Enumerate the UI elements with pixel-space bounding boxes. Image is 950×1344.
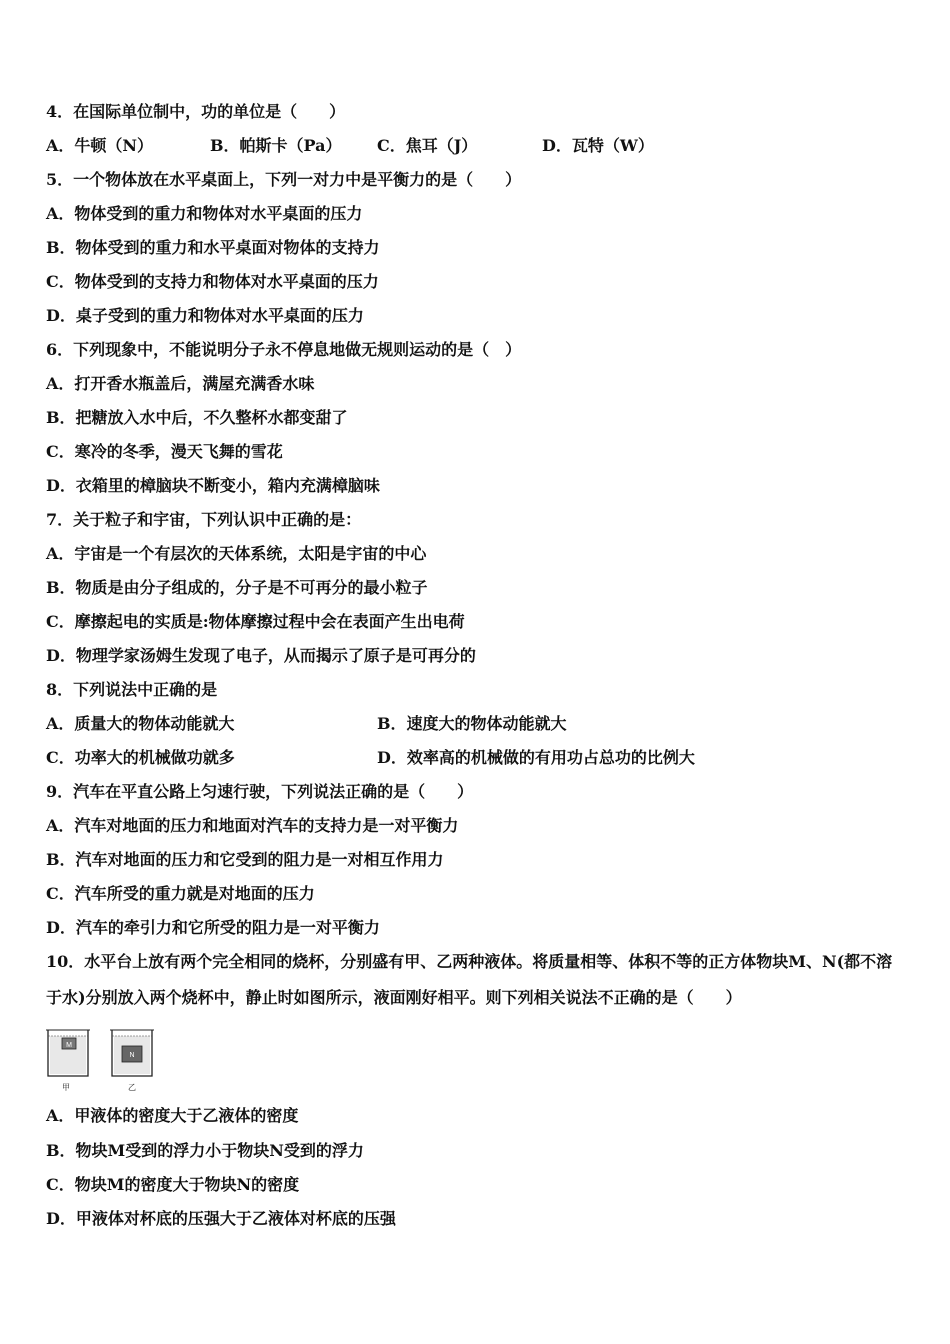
question-5-option-a: A．物体受到的重力和物体对水平桌面的压力 (46, 204, 363, 223)
question-10-option-d: D．甲液体对杯底的压强大于乙液体对杯底的压强 (46, 1209, 396, 1228)
question-8-option-a: A．质量大的物体动能就大 (46, 714, 235, 733)
question-6-option-d: D．衣箱里的樟脑块不断变小，箱内充满樟脑味 (46, 476, 380, 495)
question-4-option-c: C．焦耳（J） (377, 136, 478, 155)
question-10-option-c: C．物块M的密度大于物块N的密度 (46, 1175, 300, 1194)
question-8-stem: 8．下列说法中正确的是 (46, 680, 218, 699)
question-4-option-b: B．帕斯卡（Pa） (210, 136, 342, 155)
question-8-option-d: D．效率高的机械做的有用功占总功的比例大 (377, 748, 695, 767)
beaker-figure (44, 1026, 164, 1092)
question-10-stem-line-2: 于水)分别放入两个烧杯中，静止时如图所示，液面刚好相平。则下列相关说法不正确的是（ ） (46, 988, 742, 1007)
question-5-stem: 5．一个物体放在水平桌面上，下列一对力中是平衡力的是（ ） (46, 170, 522, 189)
question-7-stem: 7．关于粒子和宇宙，下列认识中正确的是： (46, 510, 362, 529)
question-5-option-b: B．物体受到的重力和水平桌面对物体的支持力 (46, 238, 380, 257)
question-6-option-a: A．打开香水瓶盖后，满屋充满香水味 (46, 374, 315, 393)
question-5-option-c: C．物体受到的支持力和物体对水平桌面的压力 (46, 272, 379, 291)
question-4-option-d: D．瓦特（W） (542, 136, 654, 155)
question-10-option-b: B．物块M受到的浮力小于物块N受到的浮力 (46, 1141, 364, 1160)
question-7-option-a: A．宇宙是一个有层次的天体系统，太阳是宇宙的中心 (46, 544, 427, 563)
question-7-option-d: D．物理学家汤姆生发现了电子，从而揭示了原子是可再分的 (46, 646, 476, 665)
question-7-option-b: B．物质是由分子组成的，分子是不可再分的最小粒子 (46, 578, 428, 597)
question-9-option-d: D．汽车的牵引力和它所受的阻力是一对平衡力 (46, 918, 380, 937)
beaker-right-label: 乙 (128, 1083, 136, 1092)
question-9-option-b: B．汽车对地面的压力和它受到的阻力是一对相互作用力 (46, 850, 444, 869)
block-n-label: N (129, 1052, 135, 1059)
question-9-option-a: A．汽车对地面的压力和地面对汽车的支持力是一对平衡力 (46, 816, 459, 835)
question-4-option-a: A．牛顿（N） (46, 136, 154, 155)
question-9-stem: 9．汽车在平直公路上匀速行驶，下列说法正确的是（ ） (46, 782, 474, 801)
beaker-right (110, 1030, 154, 1092)
question-6-option-b: B．把糖放入水中后，不久整杯水都变甜了 (46, 408, 348, 427)
question-7-option-c: C．摩擦起电的实质是:物体摩擦过程中会在表面产生出电荷 (46, 612, 465, 631)
block-m-label: M (66, 1042, 72, 1049)
question-6-option-c: C．寒冷的冬季，漫天飞舞的雪花 (46, 442, 283, 461)
question-8-option-b: B．速度大的物体动能就大 (377, 714, 567, 733)
question-5-option-d: D．桌子受到的重力和物体对水平桌面的压力 (46, 306, 364, 325)
beaker-left-label: 甲 (62, 1083, 70, 1092)
question-10-stem-line-1: 10．水平台上放有两个完全相同的烧杯，分别盛有甲、乙两种液体。将质量相等、体积不等的正方体物块M、N(都不溶 (46, 952, 893, 971)
question-9-option-c: C．汽车所受的重力就是对地面的压力 (46, 884, 315, 903)
beaker-left (46, 1030, 90, 1092)
question-4-stem: 4．在国际单位制中，功的单位是（ ） (46, 102, 346, 121)
question-8-option-c: C．功率大的机械做功就多 (46, 748, 235, 767)
question-10-option-a: A．甲液体的密度大于乙液体的密度 (46, 1106, 299, 1125)
question-6-stem: 6．下列现象中，不能说明分子永不停息地做无规则运动的是（ ） (46, 340, 522, 359)
